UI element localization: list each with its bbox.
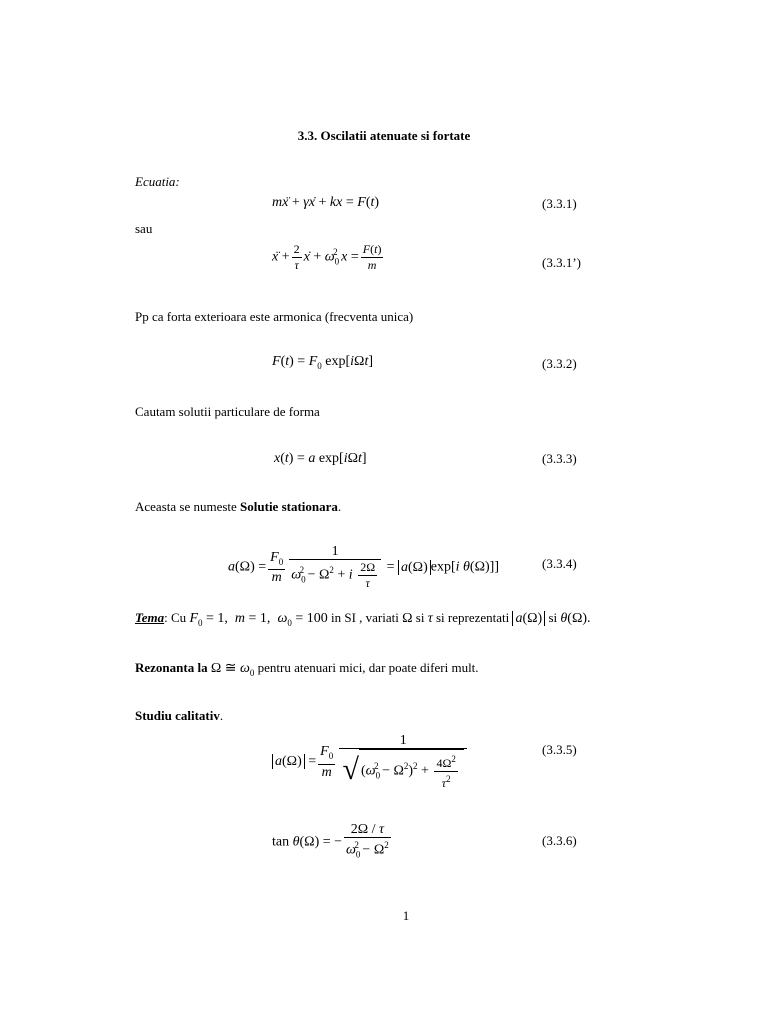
page-number: 1 xyxy=(402,908,410,923)
equation-number-3-3-1-prime: (3.3.1’) xyxy=(542,255,581,270)
paragraph-forta-armonica: Pp ca forta exterioara este armonica (frecventa unica) xyxy=(135,309,414,324)
tema-si-2: si xyxy=(545,610,561,625)
paragraph-solutie-stationara xyxy=(135,499,341,515)
equation-number-3-3-4: (3.3.4) xyxy=(542,556,577,571)
label-sau: sau xyxy=(135,221,153,236)
tema-cu: : Cu xyxy=(164,610,190,625)
tema-label: Tema xyxy=(135,610,165,625)
paragraph-solutii-particulare: Cautam solutii particulare de forma xyxy=(135,404,320,419)
solutie-prefix: Aceasta se numeste xyxy=(135,499,241,514)
rezonanta-rest: pentru atenuari mici, dar poate diferi mult. xyxy=(254,660,479,675)
page-title: 3.3. Oscilatii atenuate si fortate xyxy=(297,128,471,143)
rezonanta-bold: Rezonanta la xyxy=(135,660,208,675)
paragraph-studiu-calitativ xyxy=(135,708,223,724)
equation-number-3-3-2: (3.3.2) xyxy=(542,356,577,371)
equation-3-3-4: a(Ω) = $\frac{F_0}{m}$ 1 $\omega_0^2 - \Omega^2 + i$ $\frac{2\Omega}{\tau}$ = a(Ω) exp[i θ(Ω)]] xyxy=(228,544,499,590)
tema-si-reprezentati: si reprezentati xyxy=(432,610,513,625)
equation-3-3-3: x(t) = a exp[iΩt] xyxy=(274,451,367,466)
studiu-dot: . xyxy=(219,708,224,723)
equation-number-3-3-5: (3.3.5) xyxy=(542,742,577,757)
equation-number-3-3-1: (3.3.1) xyxy=(542,196,577,211)
equation-3-3-5: a(Ω) = $\frac{F_0}{m}$ 1 √ $(\omega_0^2 - \Omega^2)^2$ + $\frac{4\Omega^2}{\tau^2}$ xyxy=(272,733,469,791)
equation-3-3-1-prime: ẍ + $\frac{2}{\tau}$ ẋ + $\omega_0^2$ x = $\frac{F(t)}{m}$ xyxy=(272,242,382,272)
tema-si-1: si xyxy=(412,610,428,625)
tema-in-si: in SI , variati xyxy=(327,610,403,625)
solutie-stationara-bold: Solutie stationara xyxy=(240,499,338,514)
equation-3-3-2: $F(t) = F_0$ exp[iΩt] xyxy=(272,354,373,371)
studiu-bold: Studiu calitativ xyxy=(135,708,220,723)
label-ecuatia: Ecuatia: xyxy=(135,174,180,189)
solutie-suffix: . xyxy=(337,499,342,514)
equation-3-3-1: mẍ + γẋ + kx = F(t) xyxy=(272,195,380,210)
equation-number-3-3-3: (3.3.3) xyxy=(542,451,577,466)
equation-number-3-3-6: (3.3.6) xyxy=(542,833,577,848)
equation-3-3-6: tan θ(Ω) = − $\frac{2\Omega / \tau}{\omega_0^2 - \Omega^2}$ xyxy=(272,822,389,860)
paragraph-tema: Tema: Cu $F_0 = 1$, m = 1, $\omega_0 = 100$ in SI , variati Ω si τ si reprezentati a(Ω) si θ(Ω). xyxy=(135,610,591,628)
paragraph-rezonanta: Rezonanta la Ω ≅ $\omega_0$ pentru atenuari mici, dar poate diferi mult. xyxy=(135,660,479,678)
